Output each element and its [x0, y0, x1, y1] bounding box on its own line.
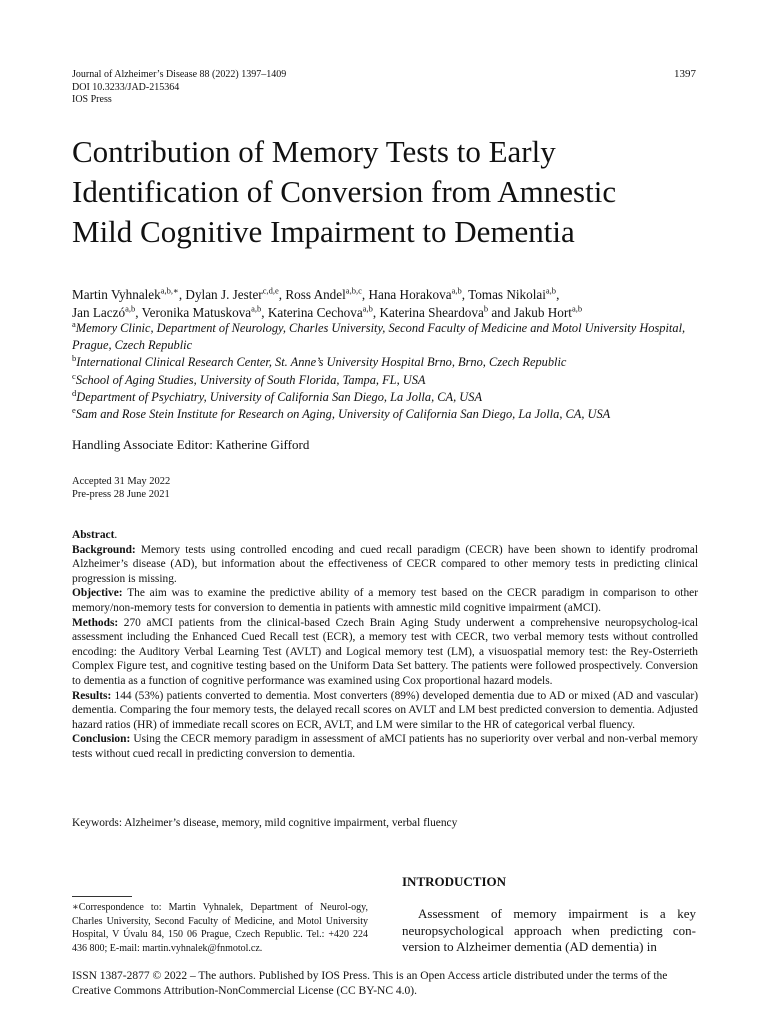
handling-editor: Handling Associate Editor: Katherine Gifford	[72, 437, 310, 452]
title-line: Contribution of Memory Tests to Early	[72, 134, 556, 169]
abstract-section-label: Results:	[72, 689, 112, 702]
prepress-date: Pre-press 28 June 2021	[72, 489, 170, 500]
abstract-section-label: Objective:	[72, 587, 123, 600]
journal-citation: Journal of Alzheimer’s Disease 88 (2022) 1397–1409	[72, 69, 287, 80]
doi: DOI 10.3233/JAD-215364	[72, 81, 180, 93]
author-name: Hana Horakova	[368, 287, 452, 302]
author-name: Tomas Nikolai	[468, 287, 546, 302]
affiliation-sup: b	[72, 353, 77, 364]
author-separator: and	[488, 305, 514, 320]
author-affil-sup: c,d,e	[262, 285, 279, 296]
affiliation-sup: d	[72, 387, 77, 398]
affiliation	[72, 320, 702, 354]
affiliation-sup: e	[72, 404, 76, 415]
affiliation	[72, 389, 702, 406]
affiliation-sup: a	[72, 318, 76, 329]
author-affil-sup: a,b	[571, 303, 583, 314]
author-name: Martin Vyhnalek	[72, 287, 161, 302]
affiliation	[72, 354, 702, 371]
abstract-section-label: Background:	[72, 543, 136, 556]
affiliation	[72, 406, 702, 423]
author-affil-sup: a,b	[125, 303, 136, 314]
journal-header	[72, 69, 286, 107]
page-number: 1397	[674, 68, 696, 80]
title-line: Identification of Conversion from Amnestic	[72, 174, 617, 209]
author-separator: ,	[372, 305, 380, 320]
abstract-section-conclusion	[72, 732, 698, 761]
keywords: Keywords: Alzheimer’s disease, memory, mild cognitive impairment, verbal fluency	[72, 817, 458, 829]
abstract-section-text: Using the CECR memory paradigm in assessment of aMCI patients has no superiority over verbal and non-verbal memory tests without cued recall in predicting conversion to dementia.	[72, 733, 698, 760]
author-name: Dylan J. Jester	[185, 287, 263, 302]
author-name: Jan Laczó	[72, 305, 126, 320]
paper-title	[72, 132, 712, 252]
abstract-section-objective	[72, 586, 698, 615]
author-separator: ,	[461, 287, 469, 302]
section-heading-introduction: INTRODUCTION	[402, 874, 507, 889]
publisher: IOS Press	[72, 94, 112, 105]
abstract	[72, 528, 698, 762]
affiliation-text: School of Aging Studies, University of South Florida, Tampa, FL, USA	[75, 372, 426, 387]
affiliation-sup: c	[72, 370, 76, 381]
correspondence-footnote: ∗Correspondence to: Martin Vyhnalek, Department of Neurol-ogy, Charles University, Second Faculty of Medicine, and Motol University Hospital, V Úvalu 84, 150 06 Prague, Czech Republic. Tel.: +420 224 436 800; E-mail: martin.vyhnalek@fnmotol.cz.	[72, 902, 368, 954]
author-affil-sup: a,b	[362, 303, 373, 314]
author-separator: ,	[278, 287, 286, 302]
abstract-section-text: 270 aMCI patients from the clinical-based Czech Brain Aging Study underwent a comprehensive neuropsycholog-ical assessment including the Enhanced Cued Recall test (ECR), a memory test with CECR, two verbal memory tests without controlled encoding: the Auditory Verbal Learning Test (AVLT) and Logical memory test (LM), a visuospatial memory test: the Rey-Osterrieth Complex Figure test, and cognitive testing based on the Uniform Data Set battery. The patients were followed prospectively. Conversion to dementia as a function of cognitive performance was examined using Cox proportional hazard models.	[72, 616, 698, 687]
author-name: Ross Andel	[285, 287, 346, 302]
author-name: Veronika Matuskova	[141, 305, 252, 320]
author-separator: ,	[556, 287, 560, 302]
author-affil-sup: a,b,∗	[160, 285, 179, 296]
abstract-heading	[72, 528, 698, 543]
affiliation-text: Memory Clinic, Department of Neurology, Charles University, Second Faculty of Medicine and Motol University Hospital, Prague, Czech Republic	[72, 321, 686, 353]
abstract-section-text: 144 (53%) patients converted to dementia. Most converters (89%) developed dementia due to AD or mixed (AD and vascular) dementia. Comparing the four memory tests, the delayed recall scores on AVLT and LM best predicted conversion to dementia. Adjusted hazard ratios (HR) of immediate recall scores on ECR, AVLT, and LM were similar to the HR of categorical verbal fluency.	[72, 689, 698, 731]
title-line: Mild Cognitive Impairment to Dementia	[72, 214, 575, 249]
author-list	[72, 286, 702, 322]
author-name: Katerina Sheardova	[379, 305, 484, 320]
author-separator: ,	[261, 305, 268, 320]
abstract-section-label: Conclusion:	[72, 733, 131, 746]
abstract-heading-punct: .	[114, 529, 118, 541]
author-affil-sup: b	[483, 303, 489, 314]
author-separator: ,	[178, 287, 186, 302]
author-name: Katerina Cechova	[267, 305, 363, 320]
publication-dates	[72, 475, 170, 501]
affiliation-text: Sam and Rose Stein Institute for Research on Aging, University of California San Diego, La Jolla, CA, USA	[75, 407, 611, 422]
author-separator: ,	[361, 287, 369, 302]
author-affil-sup: a,b	[451, 285, 462, 296]
license-statement: ISSN 1387-2877 © 2022 – The authors. Published by IOS Press. This is an Open Access article distributed under the terms of the Creative Commons Attribution-NonCommercial License (CC BY-NC 4.0).	[72, 970, 668, 997]
introduction-paragraph: Assessment of memory impairment is a key neuropsychological approach when predicting con-version to Alzheimer dementia (AD dementia) in	[402, 906, 696, 954]
affiliation	[72, 372, 702, 389]
abstract-section-label: Methods:	[72, 616, 119, 629]
affiliation-list	[72, 320, 702, 423]
author-affil-sup: a,b,c	[345, 285, 362, 296]
abstract-section-methods	[72, 616, 698, 689]
abstract-section-results	[72, 689, 698, 733]
author-affil-sup: a,b	[251, 303, 262, 314]
author-affil-sup: a,b	[545, 285, 557, 296]
footnote-divider	[72, 896, 132, 897]
abstract-section-background	[72, 543, 698, 587]
affiliation-text: Department of Psychiatry, University of California San Diego, La Jolla, CA, USA	[76, 389, 483, 404]
accepted-date: Accepted 31 May 2022	[72, 476, 171, 487]
author-name: Jakub Hort	[513, 305, 572, 320]
abstract-section-text: Memory tests using controlled encoding and cued recall paradigm (CECR) have been shown to identify prodromal Alzheimer’s disease (AD), but information about the effectiveness of CECR compared to other memory tests in predicting clinical progression is missing.	[72, 543, 698, 585]
abstract-heading-label: Abstract	[72, 529, 115, 541]
abstract-section-text: The aim was to examine the predictive ability of a memory test based on the CECR paradigm in comparison to other memory/non-memory tests for conversion to dementia in patients with amnestic mild cognitive impairment (aMCI).	[72, 587, 698, 614]
affiliation-text: International Clinical Research Center, St. Anne’s University Hospital Brno, Brno, Czech Republic	[76, 355, 567, 370]
author-separator: ,	[135, 305, 142, 320]
